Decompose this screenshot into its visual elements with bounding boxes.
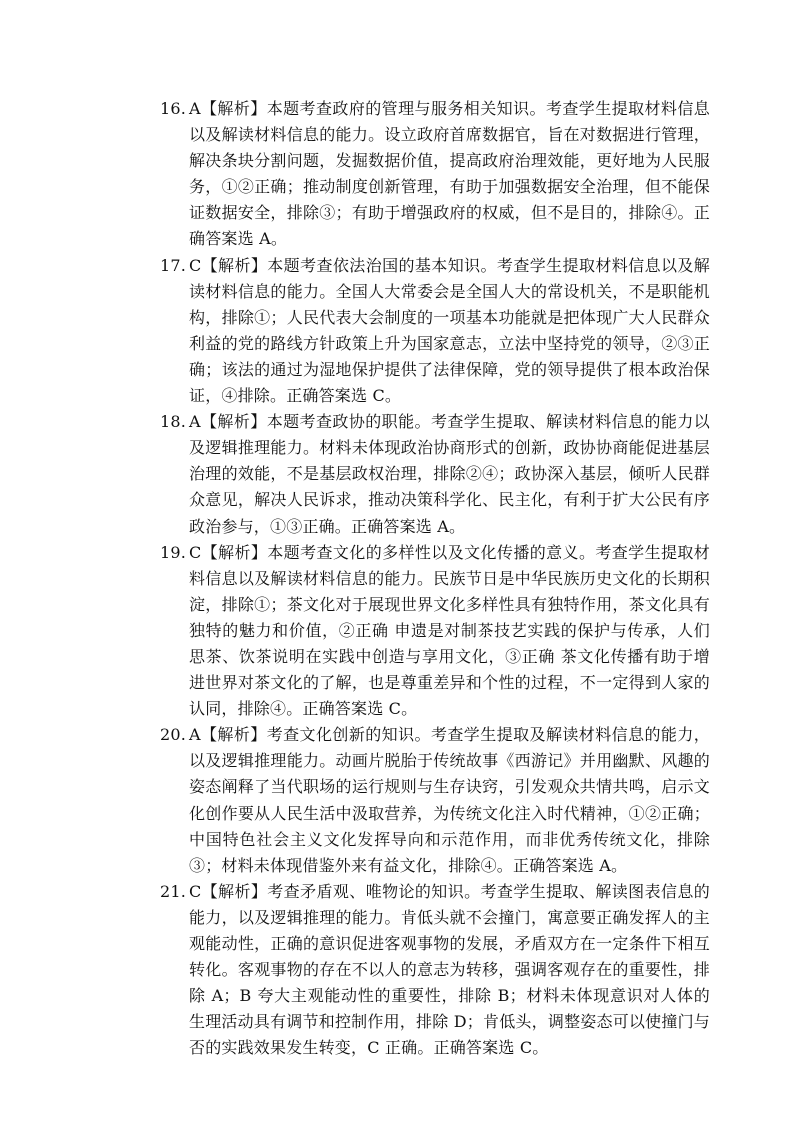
question-number: 20.	[160, 725, 187, 745]
question-number: 16.	[160, 99, 187, 118]
answer-explanation-text: A【解析】考查文化创新的知识。考查学生提取及解读材料信息的能力，以及逻辑推理能力。动画片脱胎于传统故事《西游记》并用幽默、风趣的姿态阐释了当代职场的运行规则与生存诀窍，引发观众共情共鸣，启示文化创作要从人民生活中汲取营养，为传统文化注入时代精神，①②正确；中国特色社会主义文化发挥导向和示范作用，而非优秀传统文化，排除③；材料未体现借鉴外来有益文化，排除④。正确答案选 A。	[189, 725, 710, 875]
answer-explanation-text: A【解析】本题考查政府的管理与服务相关知识。考查学生提取材料信息以及解读材料信息的能力。设立政府首席数据官，旨在对数据进行管理，解决条块分割问题，发掘数据价值，提高政府治理效能，更好地为人民服务，①②正确；推动制度创新管理，有助于加强数据安全治理，但不能保证数据安全，排除③；有助于增强政府的权威，但不是目的，排除④。正确答案选 A。	[189, 99, 710, 249]
answer-item-16	[150, 96, 710, 253]
answer-item-18	[150, 409, 710, 539]
answer-item-21	[150, 879, 710, 1062]
answer-explanation-text: C【解析】本题考查文化的多样性以及文化传播的意义。考查学生提取材料信息以及解读材料信息的能力。民族节日是中华民族历史文化的长期积淀，排除①；茶文化对于展现世界文化多样性具有独特作用，茶文化具有独特的魅力和价值，②正确 申遗是对制茶技艺实践的保护与传承，人们思茶、饮茶说明在实践中创造与享用文化，③正确 茶文化传播有助于增进世界对茶文化的了解，也是尊重差异和个性的过程，不一定得到人家的认同，排除④。正确答案选 C。	[189, 542, 710, 719]
answer-explanation-text: C【解析】本题考查依法治国的基本知识。考查学生提取材料信息以及解读材料信息的能力。全国人大常委会是全国人大的常设机关，不是职能机构，排除①；人民代表大会制度的一项基本功能就是把体现广大人民群众利益的党的路线方针政策上升为国家意志，立法中坚持党的领导，②③正确；该法的通过为湿地保护提供了法律保障，党的领导提供了根本政治保证，④排除。正确答案选 C。	[189, 255, 710, 406]
question-number: 18.	[160, 412, 187, 432]
answer-explanations	[150, 96, 710, 1061]
answer-explanation-text: A【解析】本题考查政协的职能。考查学生提取、解读材料信息的能力以及逻辑推理能力。材料未体现政治协商形式的创新，政协协商能促进基层治理的效能，不是基层政权治理，排除②④；政协深入基层，倾听人民群众意见，解决人民诉求，推动决策科学化、民主化，有利于扩大公民有序政治参与，①③正确。正确答案选 A。	[189, 412, 710, 536]
answer-item-17	[150, 253, 710, 410]
answer-item-19	[150, 540, 710, 723]
answer-item-20	[150, 722, 710, 879]
answer-explanation-text: C【解析】考查矛盾观、唯物论的知识。考查学生提取、解读图表信息的能力，以及逻辑推理的能力。肯低头就不会撞门，寓意要正确发挥人的主观能动性，正确的意识促进客观事物的发展，矛盾双方在一定条件下相互转化。客观事物的存在不以人的意志为转移，强调客观存在的重要性，排除 A；B 夸大主观能动性的重要性，排除 B；材料未体现意识对人体的生理活动具有调节和控制作用，排除 D；肯低头，调整姿态可以使撞门与否的实践效果发生转变，C 正确。正确答案选 C。	[189, 881, 710, 1058]
question-number: 17.	[160, 255, 187, 275]
question-number: 21.	[160, 881, 187, 901]
question-number: 19.	[160, 542, 187, 562]
